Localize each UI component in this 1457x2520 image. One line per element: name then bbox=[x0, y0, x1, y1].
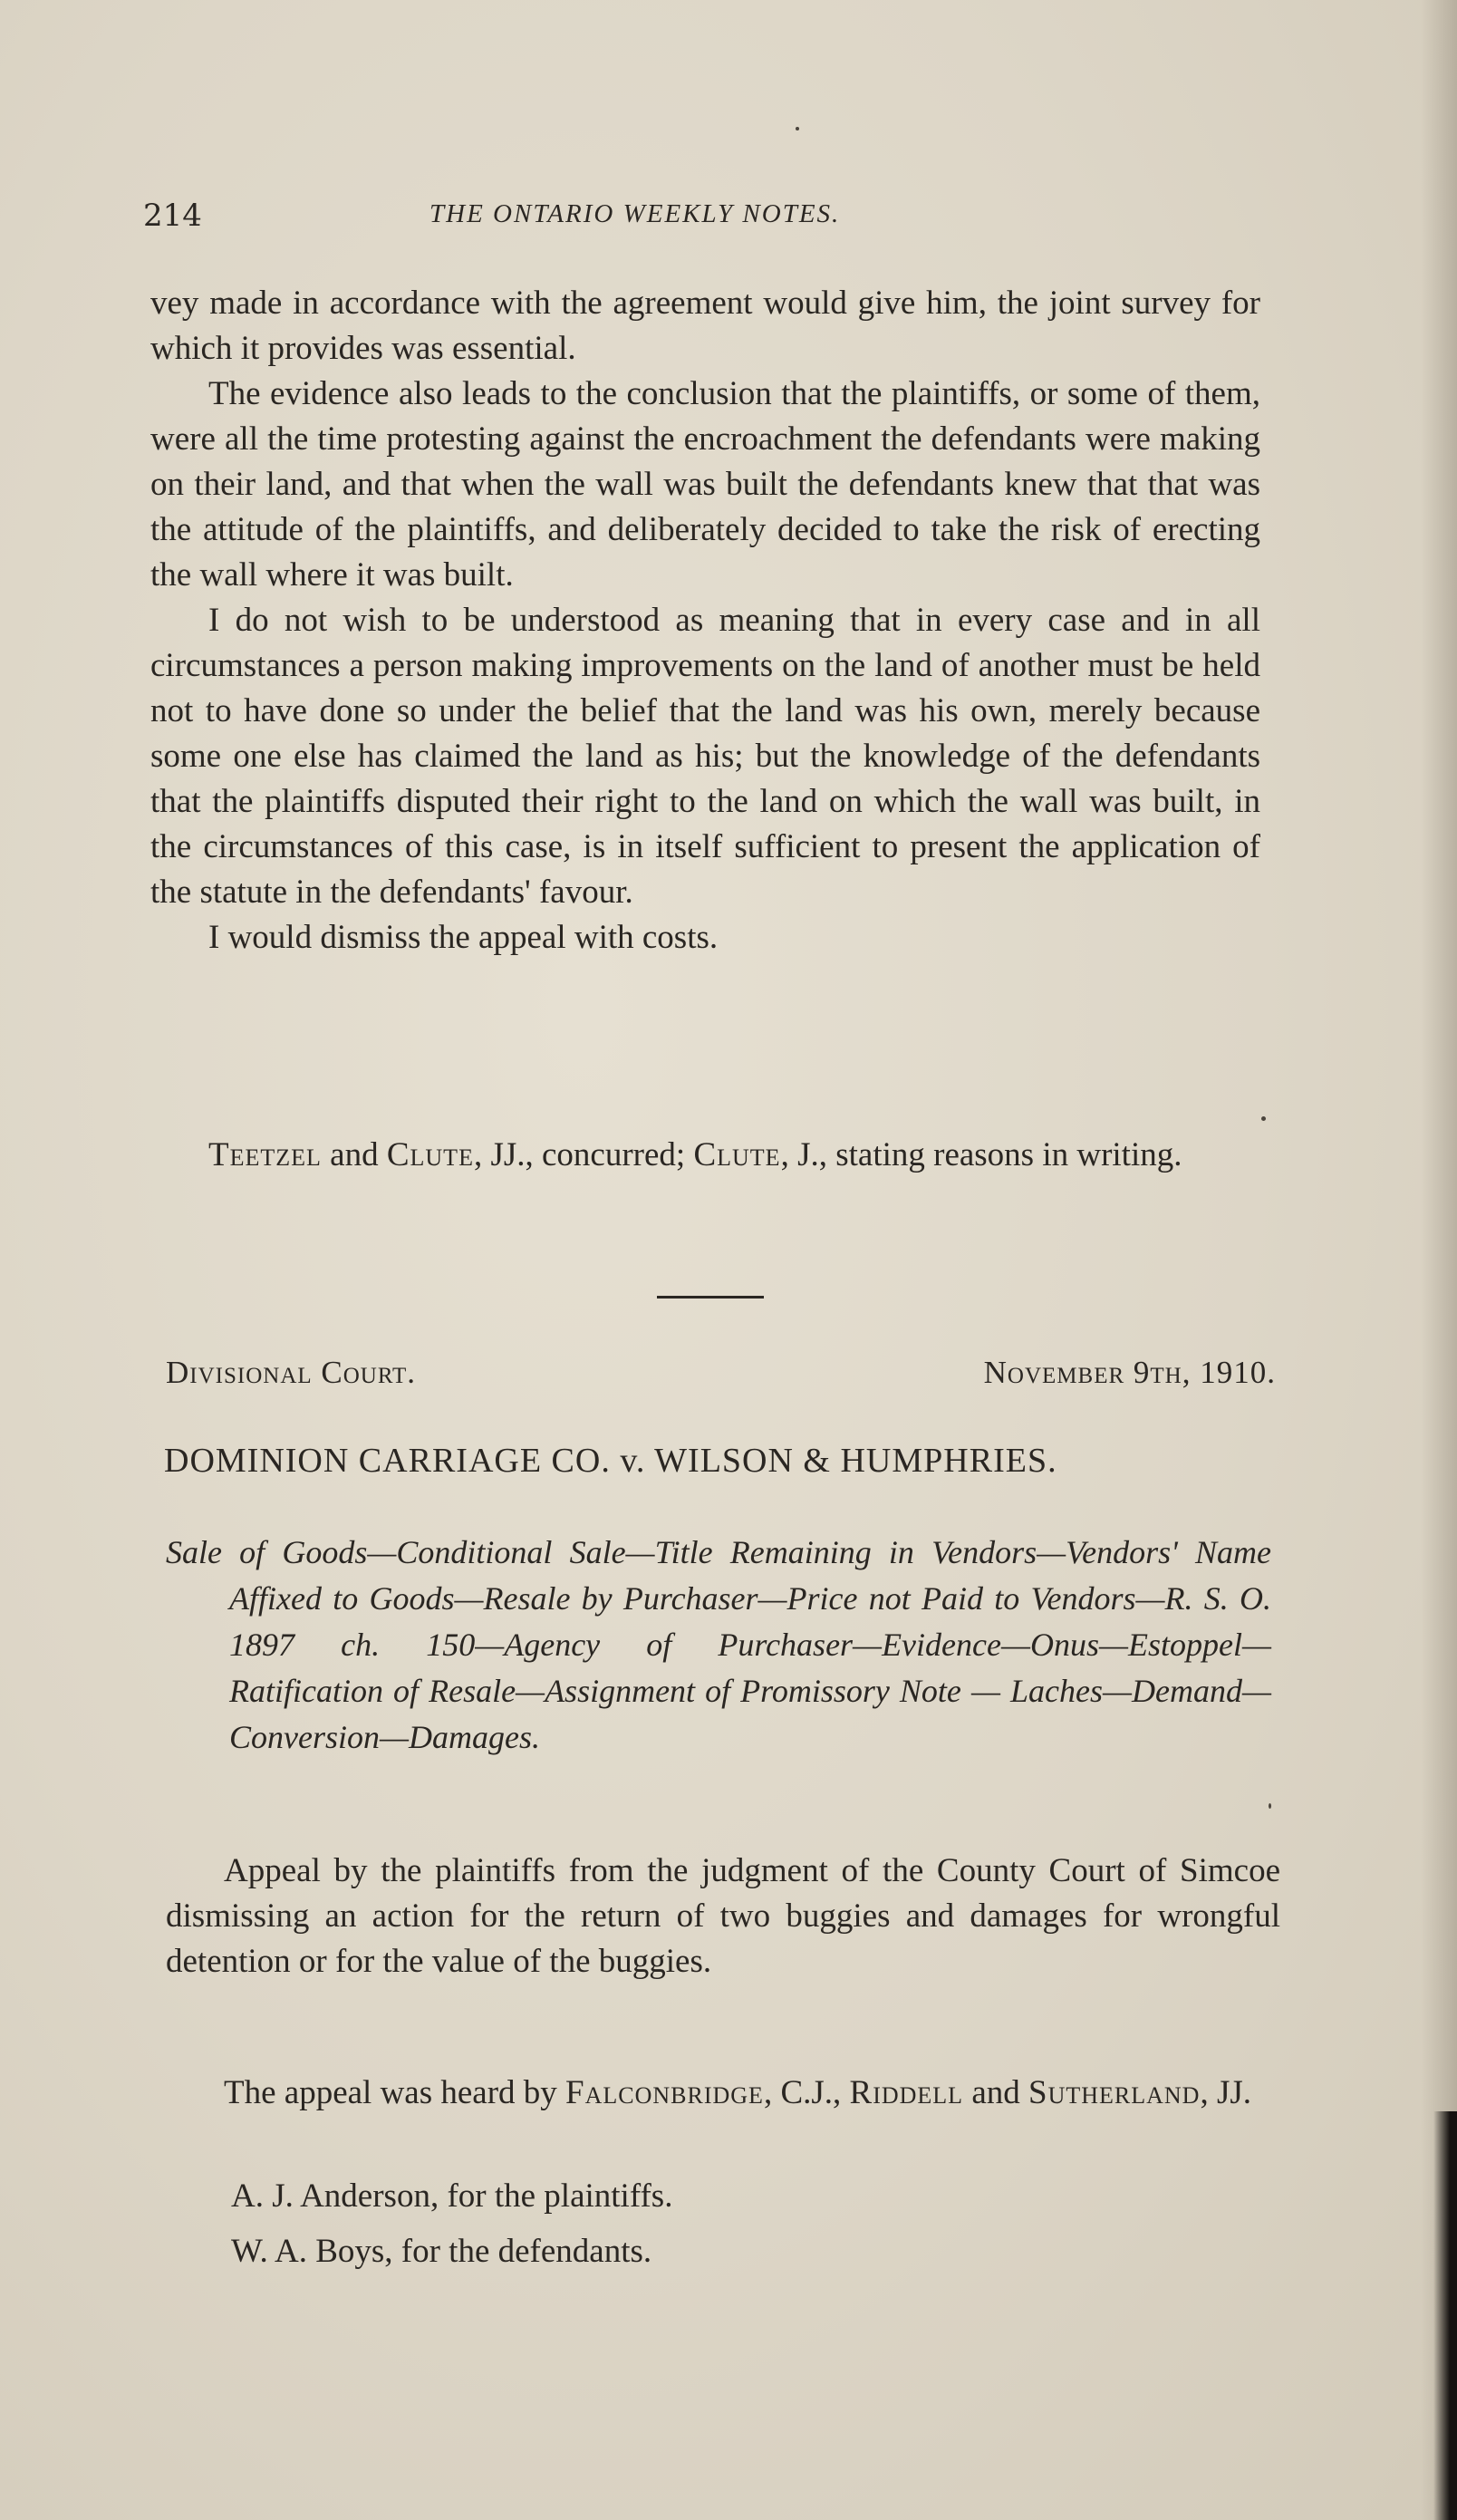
decision-date: November 9th, 1910. bbox=[983, 1355, 1276, 1390]
ink-speck bbox=[1269, 1803, 1271, 1809]
paragraph-disposition: I would dismiss the appeal with costs. bbox=[208, 919, 719, 956]
case-title: DOMINION CARRIAGE CO. v. WILSON & HUMPHRIES. bbox=[164, 1442, 1057, 1480]
running-title: THE ONTARIO WEEKLY NOTES. bbox=[429, 199, 841, 228]
concurrence-paragraph: Teetzel and Clute, JJ., concurred; Clute, J., stating reasons in writing. bbox=[208, 1136, 1182, 1173]
judge-name: Riddell bbox=[849, 2074, 964, 2111]
heard-by-paragraph: The appeal was heard by Falconbridge, C.J., Riddell and Sutherland, JJ. bbox=[224, 2074, 1252, 2111]
judge-name: Teetzel bbox=[208, 1136, 322, 1173]
page-edge-dark bbox=[1433, 2111, 1457, 2520]
judge-name: Sutherland bbox=[1028, 2074, 1201, 2111]
ink-speck bbox=[796, 127, 799, 130]
paragraph-belief: I do not wish to be understood as meaning that in every case and in all circumstances a person making improvements on the land of another must be held not to have done so under the belief that the land was his own, merely because some one else has claimed the land as his; but the knowledge of the defendants that the plaintiffs disputed their right to the land on which the wall was built, in the circumstances of this case, is in itself sufficient to present the application of the statute in the defendants' favour. bbox=[150, 602, 1260, 911]
counsel-plaintiffs: A. J. Anderson, for the plaintiffs. bbox=[231, 2177, 673, 2215]
page-header bbox=[143, 198, 1276, 243]
paragraph-evidence: The evidence also leads to the conclusion that the plaintiffs, or some of them, were all the time protesting against the encroachment the defendants were making on their land, and that when the wall was built the defendants knew that that was the attitude of the plaintiffs, and deliberately decided to take the risk of erecting the wall where it was built. bbox=[150, 375, 1260, 594]
paragraph-continuation: vey made in accordance with the agreement would give him, the joint survey for which it provides was essential. bbox=[150, 285, 1260, 367]
counsel-defendants: W. A. Boys, for the defendants. bbox=[231, 2233, 652, 2270]
appeal-paragraph: Appeal by the plaintiffs from the judgment of the County Court of Simcoe dismissing an action for the return of two buggies and damages for wrongful detention or for the value of the buggies. bbox=[166, 1852, 1280, 1980]
judge-name: Clute bbox=[386, 1136, 474, 1173]
judge-name: Clute bbox=[693, 1136, 781, 1173]
ink-speck bbox=[1261, 1116, 1266, 1121]
court-name: Divisional Court. bbox=[166, 1355, 417, 1390]
opinion-body bbox=[150, 281, 1260, 961]
section-divider bbox=[657, 1296, 764, 1299]
case-headnote: Sale of Goods—Conditional Sale—Title Remaining in Vendors—Vendors' Name Affixed to Goods—Resale by Purchaser—Price not Paid to Vendors—R. S. O. 1897 ch. 150—Agency of Purchaser—Evidence—Onus—Estoppel—Ratification of Resale—Assignment of Promissory Note — Laches—Demand—Conversion—Damages. bbox=[166, 1534, 1271, 1755]
page-number: 214 bbox=[143, 198, 202, 234]
judge-name: Falconbridge bbox=[565, 2074, 764, 2111]
